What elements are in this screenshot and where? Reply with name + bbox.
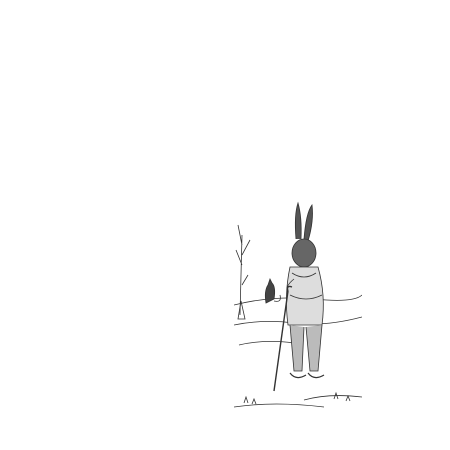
fox-and-rabbit-illustration: [234, 195, 362, 415]
